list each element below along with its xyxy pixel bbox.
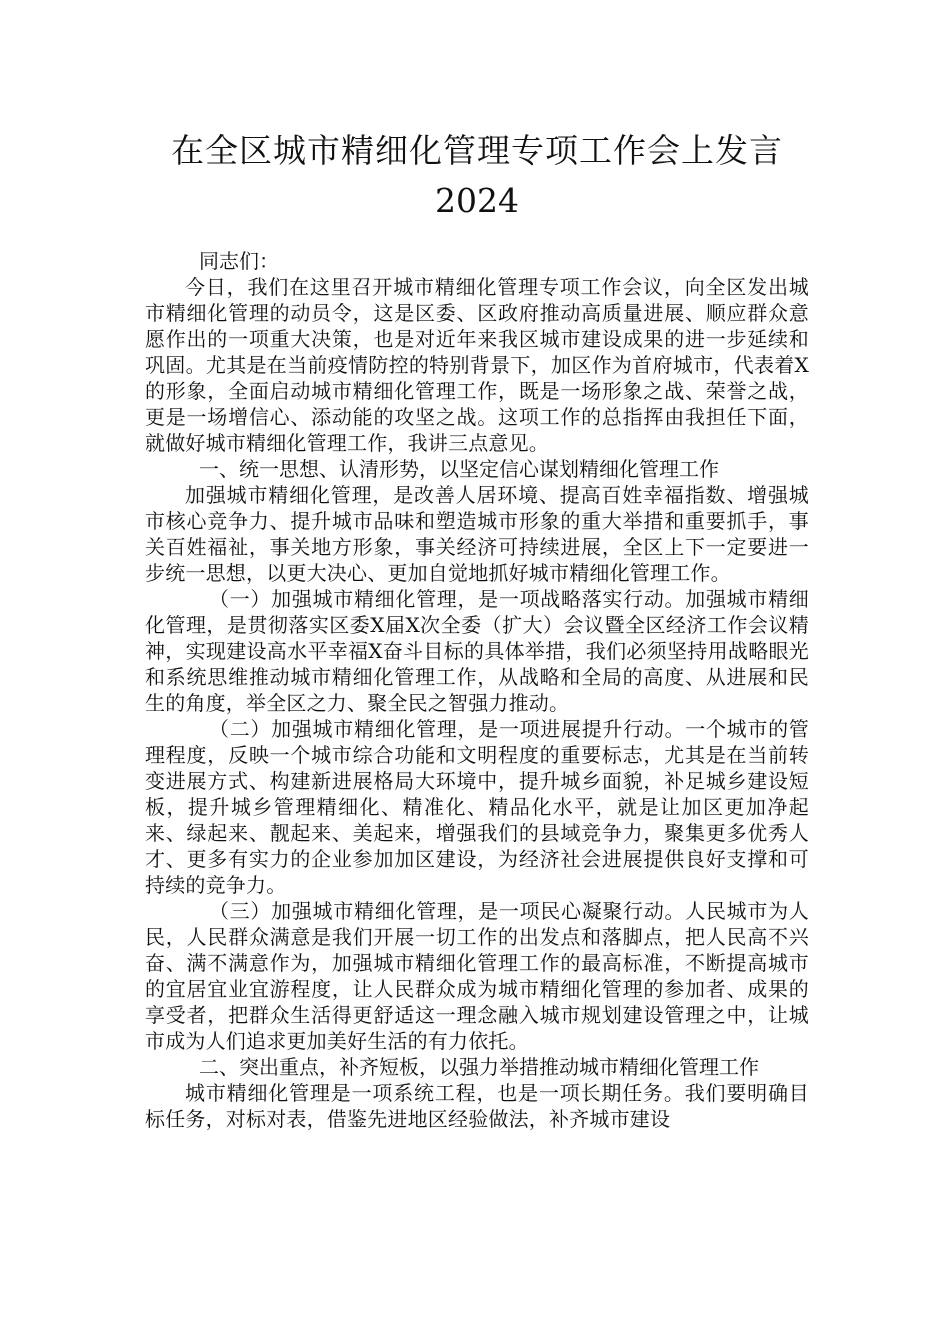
paragraph-point-3: （三）加强城市精细化管理，是一项民心凝聚行动。人民城市为人民，人民群众满意是我们开展一切工作的出发点和落脚点，把人民高不兴奋、满不满意作为，加强城市精细化管理工作的最高标准，不断提高城市的宜居宜业宜游程度，让人民群众成为城市精细化管理的参加者、成果的享受者，把群众生活得更舒适这一理念融入城市规划建设管理之中，让城市成为人们追求更加美好生活的有力依托。: [145, 899, 809, 1053]
paragraph-opening: 今日，我们在这里召开城市精细化管理专项工作会议，向全区发出城市精细化管理的动员令，这是区委、区政府推动高质量进展、顺应群众意愿作出的一项重大决策，也是对近年来我区城市建设成果的进一步延续和巩固。尤其是在当前疫情防控的特别背景下，加区作为首府城市，代表着X的形象，全面启动城市精细化管理工作，既是一场形象之战、荣誉之战，更是一场增信心、添动能的攻坚之战。这项工作的总指挥由我担任下面，就做好城市精细化管理工作，我讲三点意见。: [145, 275, 809, 455]
salutation: 同志们：: [199, 249, 279, 273]
paragraph-point-2: （二）加强城市精细化管理，是一项进展提升行动。一个城市的管理程度，反映一个城市综合功能和文明程度的重要标志，尤其是在当前转变进展方式、构建新进展格局大环境中，提升城乡面貌，补足城乡建设短板，提升城乡管理精细化、精准化、精品化水平，就是让加区更加净起来、绿起来、靓起来、美起来，增强我们的县域竞争力，聚集更多优秀人才、更多有实力的企业参加加区建设，为经济社会进展提供良好支撑和可持续的竞争力。: [145, 717, 809, 897]
document-page: [145, 126, 809, 1132]
section-heading-2: 二、突出重点，补齐短板，以强力举措推动城市精细化管理工作: [199, 1055, 759, 1079]
document-body: [145, 248, 809, 1132]
section-heading-1: 一、统一思想、认清形势，以坚定信心谋划精细化管理工作: [199, 457, 719, 481]
paragraph-section-1-intro: 加强城市精细化管理，是改善人居环境、提高百姓幸福指数、增强城市核心竞争力、提升城市品味和塑造城市形象的重大举措和重要抓手，事关百姓福祉，事关地方形象，事关经济可持续进展，全区上下一定要进一步统一思想，以更大决心、更加自觉地抓好城市精细化管理工作。: [145, 483, 809, 585]
paragraph-section-2-intro: 城市精细化管理是一项系统工程，也是一项长期任务。我们要明确目标任务，对标对表，借鉴先进地区经验做法，补齐城市建设: [145, 1081, 809, 1131]
document-title-year: 2024: [435, 181, 519, 220]
paragraph-point-1: （一）加强城市精细化管理，是一项战略落实行动。加强城市精细化管理，是贯彻落实区委X届X次全委（扩大）会议暨全区经济工作会议精神，实现建设高水平幸福X奋斗目标的具体举措，我们必须坚持用战略眼光和系统思维推动城市精细化管理工作，从战略和全局的高度、从进展和民生的角度，举全区之力、聚全民之智强力推动。: [145, 587, 809, 715]
document-title: 在全区城市精细化管理专项工作会上发言: [171, 131, 783, 170]
